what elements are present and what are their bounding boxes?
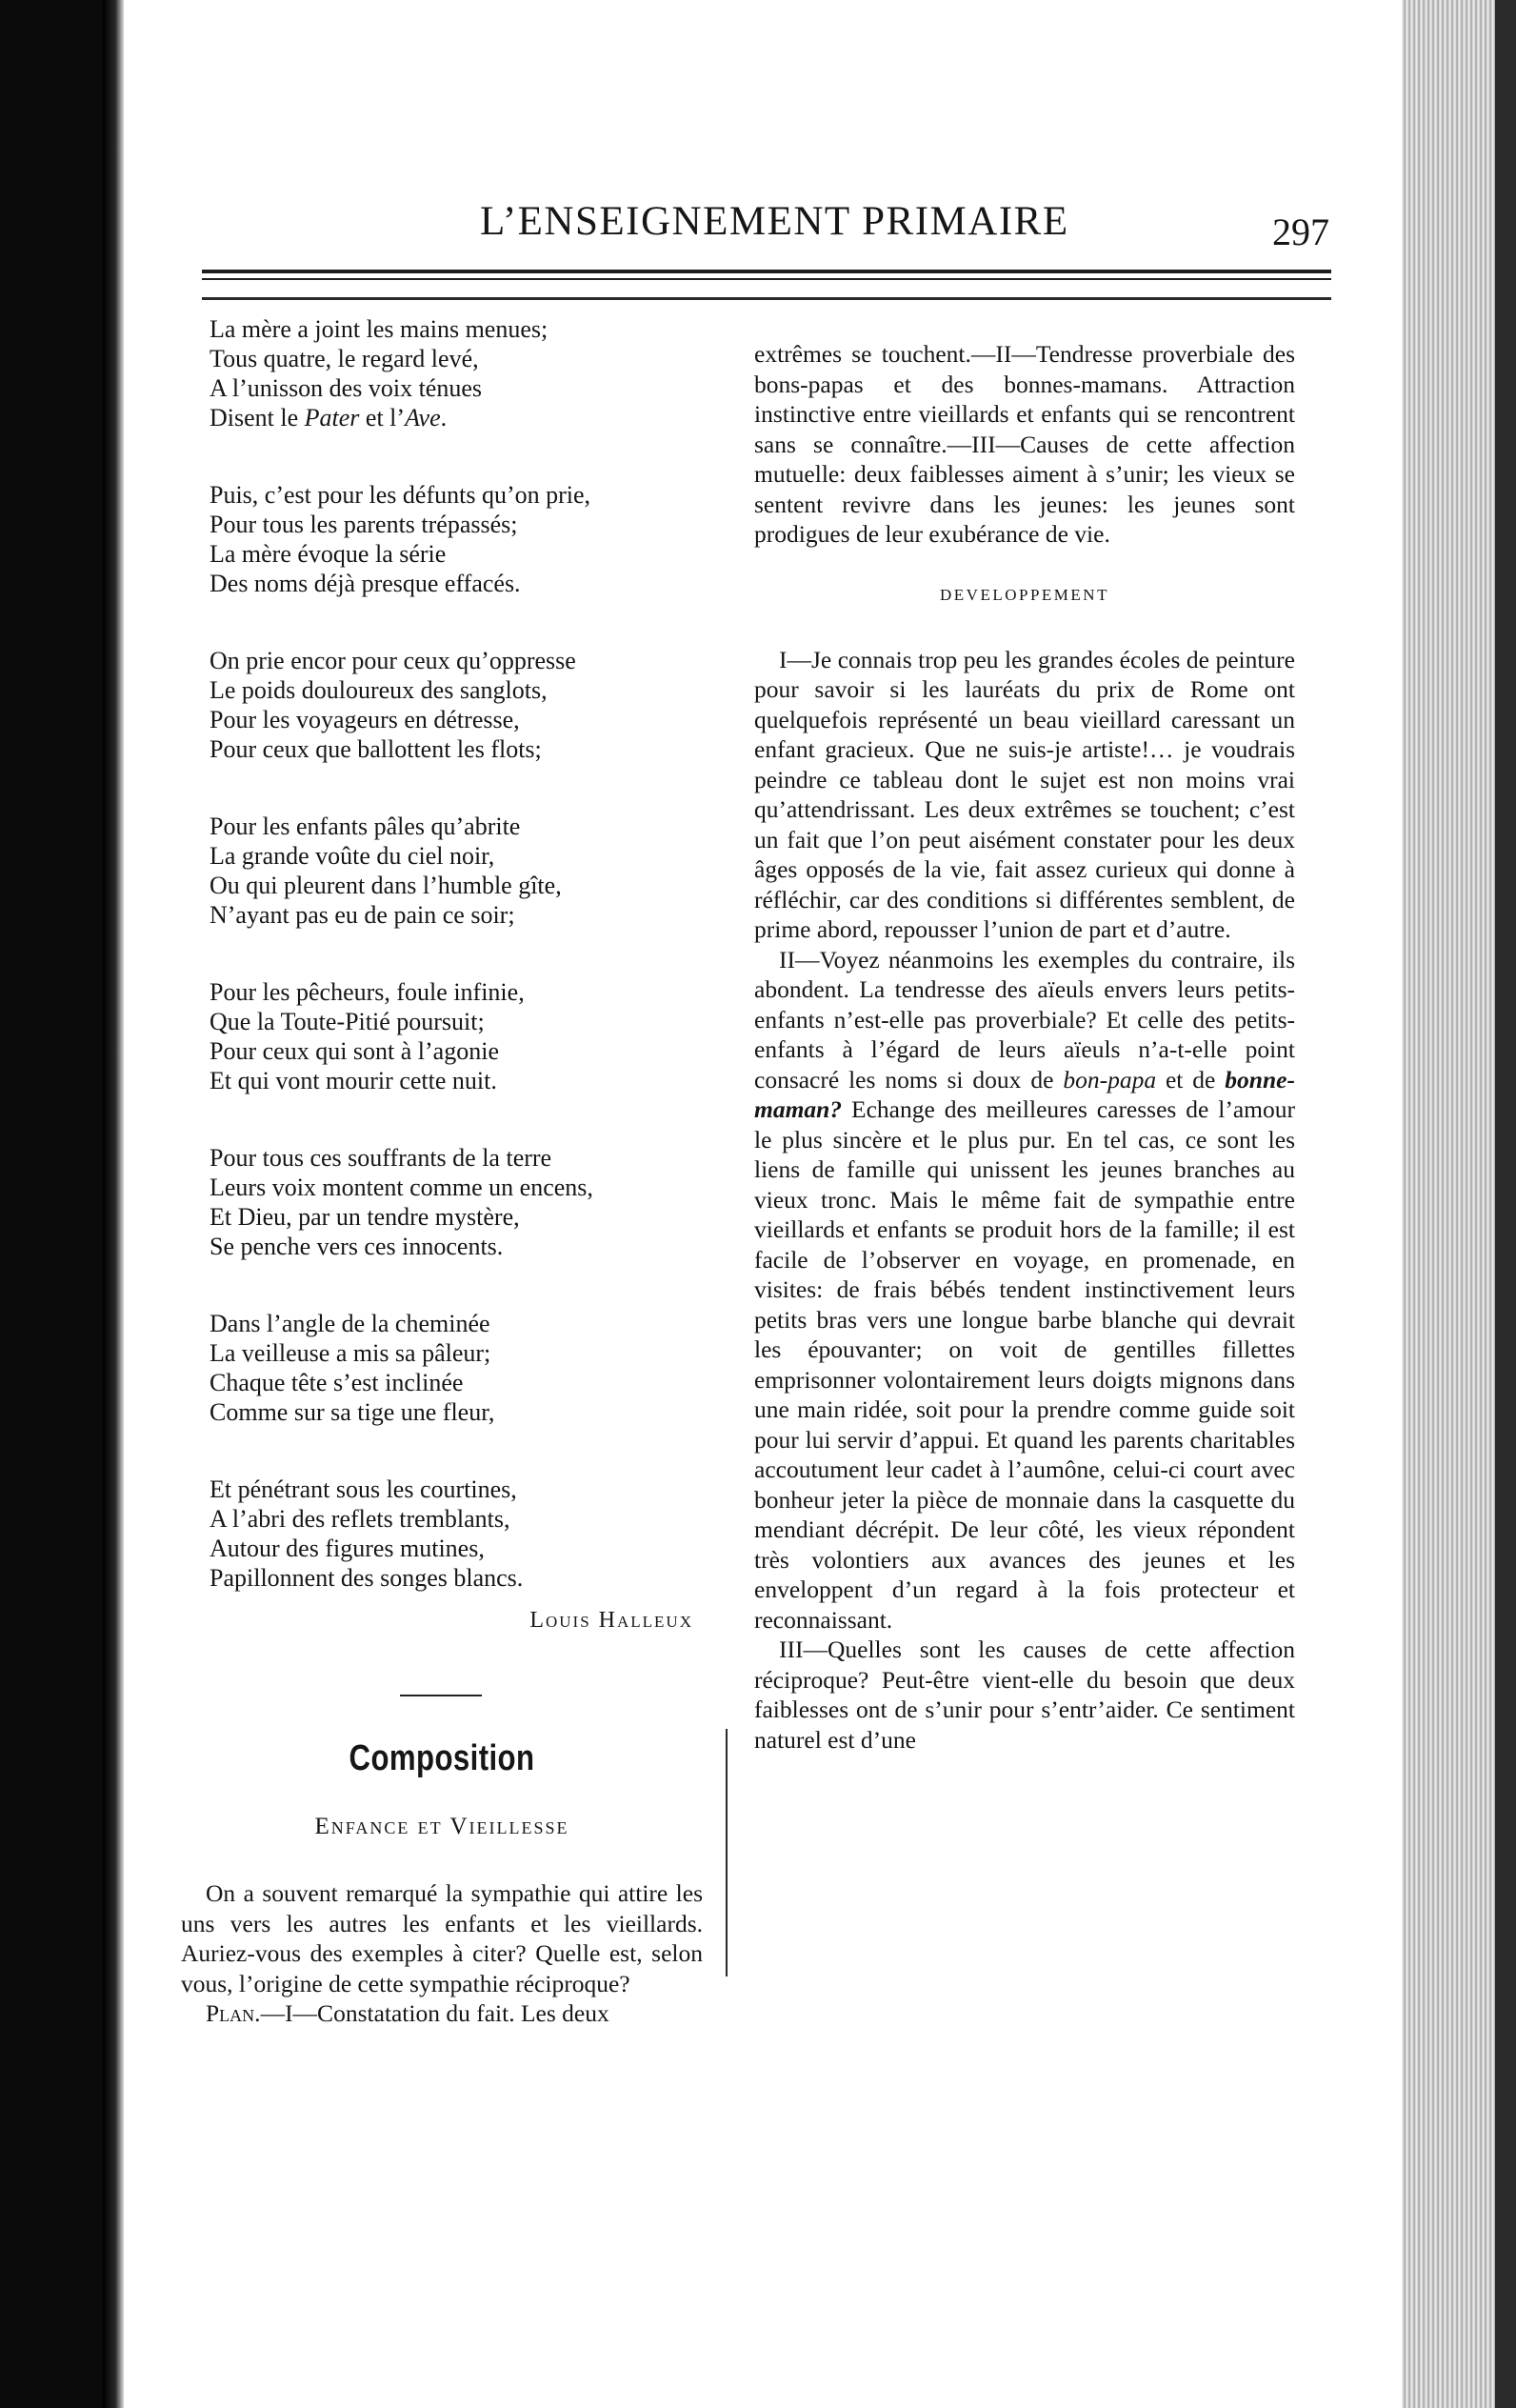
poem-verse: Comme sur sa tige une fleur, bbox=[209, 1398, 495, 1426]
poem-verse: Disent le Pater et l’Ave. bbox=[209, 404, 448, 431]
para2-conjunction: et de bbox=[1156, 1065, 1226, 1094]
poem-stanza bbox=[209, 480, 703, 598]
poem-stanza bbox=[209, 1475, 703, 1593]
poem-verse: Pour les voyageurs en détresse, bbox=[209, 706, 520, 733]
poem-stanza bbox=[209, 977, 703, 1095]
poem-verse: Que la Toute-Pitié poursuit; bbox=[209, 1008, 485, 1035]
poem-verse: A l’unisson des voix ténues bbox=[209, 374, 482, 402]
term-bon-papa: bon-papa bbox=[1063, 1065, 1157, 1094]
left-column bbox=[181, 314, 703, 2029]
section-separator bbox=[400, 1695, 482, 1696]
term-bonne-maman: bonne-maman? bbox=[754, 1065, 1295, 1123]
poem-verse: Se penche vers ces innocents. bbox=[209, 1233, 504, 1260]
poem-verse: On prie encor pour ceux qu’oppresse bbox=[209, 647, 576, 674]
poem-verse: La mère évoque la série bbox=[209, 540, 447, 568]
poem-verse: A l’abri des reflets tremblants, bbox=[209, 1505, 510, 1533]
poem-verse: Pour tous ces souffrants de la terre bbox=[209, 1144, 552, 1172]
page-number: 297 bbox=[1272, 211, 1329, 253]
poem-author: Louis Halleux bbox=[529, 1608, 693, 1633]
para2-part-b: Echange des meilleures caresses de l’amour le plus sincère et le plus pur. En tel cas, ce sont les liens de famille qui unissent les jeunes branches au vieux tronc. Mais le même fait de sympathie entre vieillards et enfants se produit hors de la famille; il est facile de l’observer en voyage, en promenade, en visites: de frais bébés tendent instinctivement leurs petits bras vers une longue barbe blanche qui devrait les épouvanter; on voit de gentilles fillettes emprisonner volontairement leurs doigts mignons dans une main ridée, soit pour la prendre comme guide soit pour lui servir d’appui. Et quand les parents charitables accoutument leur cadet à l’aumône, celui-ci court avec bonheur jeter la pièce de monnaie dans la casquette du mendiant décrépit. De leur côté, les vieux répondent très volontiers aux avances des jeunes et les enveloppent d’un regard à la fois protecteur et reconnaissant. bbox=[754, 1095, 1295, 1634]
plan-label: Plan. bbox=[206, 1999, 261, 2027]
poem-verse: Pour ceux que ballottent les flots; bbox=[209, 735, 542, 763]
header-rule-lower bbox=[202, 297, 1331, 300]
poem-verse: Leurs voix montent comme un encens, bbox=[209, 1174, 593, 1201]
poem-verse: Puis, c’est pour les défunts qu’on prie, bbox=[209, 481, 591, 509]
composition-prompt: On a souvent remarqué la sympathie qui attire les uns vers les autres les enfants et les vieillards. Auriez-vous des exemples à citer? Quelle est, selon vous, l’origine de cette sympathie réciproque? bbox=[181, 1879, 703, 1997]
poem-verse: Pour les enfants pâles qu’abrite bbox=[209, 813, 521, 840]
development-paragraph-2 bbox=[754, 945, 1295, 1635]
composition-heading: Composition bbox=[349, 1738, 535, 1778]
column-divider bbox=[726, 1729, 728, 1977]
right-column bbox=[754, 339, 1295, 1755]
poem-verse: Chaque tête s’est inclinée bbox=[209, 1369, 464, 1396]
poem-stanza bbox=[209, 1309, 703, 1427]
plan-paragraph-start bbox=[181, 1998, 703, 2029]
page-edge-shadow bbox=[1495, 0, 1516, 2408]
para2-part-a: II—Voyez néanmoins les exemples du contraire, ils abondent. La tendresse des aïeuls envers leurs petits-enfants n’est-elle pas proverbiale? Et celle des petits-enfants à l’égard de leurs aïeuls n’a-t-elle point consacré les noms si doux de bbox=[754, 945, 1295, 1094]
header-rule-thin bbox=[202, 278, 1331, 280]
poem-verse: Le poids douloureux des sanglots, bbox=[209, 676, 548, 704]
poem-verse: Des noms déjà presque effacés. bbox=[209, 570, 521, 597]
poem-verse: Autour des figures mutines, bbox=[209, 1535, 485, 1562]
composition-subheading: Enfance et Vieillesse bbox=[314, 1814, 569, 1839]
poem-verse: Et qui vont mourir cette nuit. bbox=[209, 1067, 497, 1094]
poem-stanza bbox=[209, 314, 703, 432]
poem-verse: Tous quatre, le regard levé, bbox=[209, 345, 479, 372]
poem-verse: Papillonnent des songes blancs. bbox=[209, 1564, 524, 1592]
poem-verse: Ou qui pleurent dans l’humble gîte, bbox=[209, 872, 562, 899]
poem-stanza bbox=[209, 812, 703, 930]
poem-stanza bbox=[209, 1143, 703, 1261]
poem-verse: Pour les pêcheurs, foule infinie, bbox=[209, 978, 525, 1006]
poem-verse: La grande voûte du ciel noir, bbox=[209, 842, 495, 870]
poem-verse: Et Dieu, par un tendre mystère, bbox=[209, 1203, 520, 1231]
header-rule-thick bbox=[202, 270, 1331, 273]
poem-verse: Et pénétrant sous les courtines, bbox=[209, 1475, 517, 1503]
poem-verse: Pour ceux qui sont à l’agonie bbox=[209, 1037, 499, 1065]
poem-verse: Pour tous les parents trépassés; bbox=[209, 511, 518, 538]
plan-paragraph-continued: extrêmes se touchent.—II—Tendresse proverbiale des bons-papas et des bonnes-mamans. Attraction instinctive entre vieillards et enfants qui se rencontrent sans se connaître.—III—Causes de cette affection mutuelle: deux faiblesses aiment à s’unir; les vieux se sentent revivre dans les jeunes: les jeunes sont prodigues de leur exubérance de vie. bbox=[754, 340, 1295, 548]
development-paragraph-1: I—Je connais trop peu les grandes écoles de peinture pour savoir si les lauréats du prix de Rome ont quelquefois représenté un beau vieillard caressant un enfant gracieux. Que ne suis-je artiste!… je voudrais peindre ce tableau dont le sujet est non moins vrai qu’attendrissant. Les deux extrêmes se touchent; c’est un fait que l’on peut aisément constater pour les deux âges opposés de la vie, fait assez curieux qui donne à réfléchir, car des conditions si différentes semblent, de prime abord, repousser l’union de part et d’autre. bbox=[754, 645, 1295, 943]
page-header bbox=[200, 198, 1343, 265]
poem-stanza bbox=[209, 646, 703, 764]
development-heading: DEVELOPPEMENT bbox=[940, 585, 1109, 604]
plan-text-start: —I—Constatation du fait. Les deux bbox=[260, 1999, 609, 2027]
binding-gradient bbox=[103, 0, 124, 2408]
running-title: L’ENSEIGNEMENT PRIMAIRE bbox=[480, 199, 1069, 244]
development-paragraph-3: III—Quelles sont les causes de cette affection réciproque? Peut-être vient-elle du besoin que deux faiblesses ont de s’unir pour s’entr’aider. Ce sentiment naturel est d’une bbox=[754, 1635, 1295, 1754]
poem-verse: La mère a joint les mains menues; bbox=[209, 315, 549, 343]
poem-verse: La veilleuse a mis sa pâleur; bbox=[209, 1339, 491, 1367]
poem bbox=[181, 314, 703, 1593]
poem-verse: Dans l’angle de la cheminée bbox=[209, 1310, 490, 1337]
poem-verse: N’ayant pas eu de pain ce soir; bbox=[209, 901, 515, 929]
